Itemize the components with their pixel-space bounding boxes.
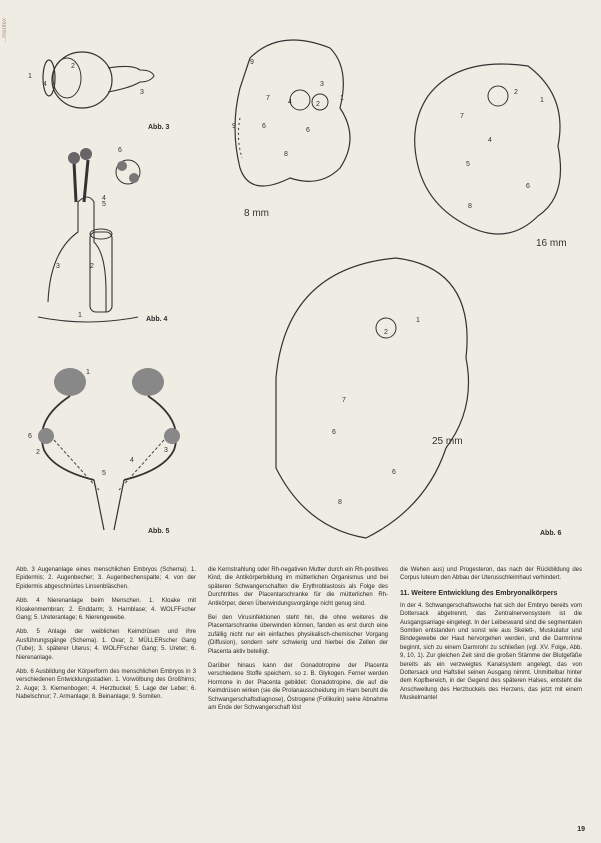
embryo16-label-6: 6 <box>526 183 530 190</box>
abb4-label-2: 2 <box>90 263 94 270</box>
embryo8-label-1: 1 <box>340 95 344 102</box>
abb5-label-5: 5 <box>102 470 106 477</box>
section-heading: 11. Weitere Entwicklung des Embryonalkörpers <box>400 589 558 597</box>
col2-para-2: Bei den Virusinfektionen steht hin, die ohne weiteres die Placentarschranke überwinden können, fanden es erst durch eine zufällig nicht nur ein einfaches physikalisch-chemischer Vorgang (Diffusion), sondern sehr schwierig und hierbei die Zellen der Placenta aktiv beteiligt. <box>208 615 388 655</box>
embryo16-label-5: 5 <box>466 161 470 168</box>
text-column-3 <box>400 566 582 709</box>
embryo25-size: 25 mm <box>432 436 463 447</box>
caption-column <box>16 566 196 708</box>
embryo16-label-2: 2 <box>514 89 518 96</box>
figure-abb6-embryo-16mm <box>398 56 588 256</box>
abb3-label-2: 2 <box>71 63 75 70</box>
text-column-2 <box>208 566 388 719</box>
embryo16-label-1: 1 <box>540 97 544 104</box>
abb5-caption: Abb. 5 <box>148 528 170 535</box>
abb3-label-3: 3 <box>140 89 144 96</box>
abb4-label-3: 3 <box>56 263 60 270</box>
embryo16-size: 16 mm <box>536 238 567 249</box>
caption-abb3: Abb. 3 Augenanlage eines menschlichen Embryos (Schema). 1. Epidermis; 2. Augenbecher; 3. Augenbechenspalte; 4. von der Epidermis abgeschnürtes Linsenbläschen. <box>16 567 196 590</box>
abb4-caption: Abb. 4 <box>146 316 168 323</box>
embryo8-label-3: 3 <box>320 81 324 88</box>
embryo8-label-6b: 6 <box>306 127 310 134</box>
col3-intro: die Wehen aus) und Progesteron, das nach der Rückbildung des Corpus luteum den Abbau der Uterusschleimhaut verhindert. <box>400 567 582 582</box>
abb5-label-2: 2 <box>36 449 40 456</box>
embryo8-label-9b: 9 <box>232 123 236 130</box>
embryo8-label-4: 4 <box>288 99 292 106</box>
abb4-label-6: 6 <box>118 147 122 154</box>
margin-mark: ...mentex <box>2 18 8 43</box>
embryo25-label-6a: 6 <box>332 429 336 436</box>
abb4-label-1: 1 <box>78 312 82 319</box>
embryo25-label-1: 1 <box>416 317 420 324</box>
embryo25-label-7: 7 <box>342 397 346 404</box>
caption-abb4: Abb. 4 Nierenanlage beim Menschen. 1. Kloake mit Kloakenmembran; 2. Enddarm; 3. Harnblase; 4. WOLFFscher Gang; 5. Ureteranlage; 6. Nierengewebe. <box>16 598 196 622</box>
embryo25-label-8: 8 <box>338 499 342 506</box>
abb3-label-4: 4 <box>43 81 47 88</box>
abb4-label-4: 4 <box>102 195 106 202</box>
embryo25-label-6b: 6 <box>392 469 396 476</box>
col2-para-1: die Kernstrahlung oder Rh-negativen Mutter durch ein Rh-positives Kind, die Antikörperbildung im mütterlichen Organismus und bei späteren Schwangerschaften die Erythroblastosis als Folge des Durchtrittes der Placentarschranke für die mütterlichen Rh-Antikörper, deren Überwindungsvorgänge nicht genug sind. <box>208 567 388 607</box>
caption-abb6: Abb. 6 Ausbildung der Körperform des menschlichen Embryos in 3 verschiedenen Entwicklungsstadien. 1. Vorwölbung des Großhirns; 2. Auge; 3. Kiemenbogen; 4. Herzbuckel; 5. Lage der Leber; 6. Nabelschnur; 7. Armanlage; 8. Beinanlage; 9. Somiten. <box>16 669 196 701</box>
abb4-label-5: 5 <box>102 201 106 208</box>
figure-abb3 <box>22 32 172 132</box>
figure-abb6-embryo-25mm <box>256 248 506 548</box>
abb5-label-4: 4 <box>130 457 134 464</box>
embryo25-label-2: 2 <box>384 329 388 336</box>
embryo16-label-7: 7 <box>460 113 464 120</box>
figure-abb6-embryo-8mm <box>220 28 370 218</box>
caption-abb5: Abb. 5 Anlage der weiblichen Keimdrüsen und ihre Ausführungsgänge (Schema). 1. Ovar; 2. MÜLLERscher Gang (Tube); 3. späterer Uterus; 4. WOLFFscher Gang; 5. Ureter; 6. Nierenanlage. <box>16 629 196 661</box>
embryo8-size: 8 mm <box>244 208 269 218</box>
col3-body: In der 4. Schwangerschaftswoche hat sich der Embryo bereits vom Dottersack abgetrennt, das Zentralnervensystem ist die Ausgangsanlage eingelegt. In der Leibeswand sind die segmentalen Somiten entstanden und sonst wie aus Skelett-, Muskulatur und Bindegewebe der Haut hervorgehen werden, und die Darmrinne beginnt, sich zu einem Darmrohr zu schließen (vgl. XV. Folge, Abb. 9, 10, 1). Zur gleichen Zeit sind die großen Stämme der Blutgefäße bereits als ein verzweigtes Kanalsystem angelegt, das von Dottersack und Haftstiel seinen Ausgang nimmt. Unmittelbar hinter dem Kopfbereich, in der Gegend des späteren Halses, entsteht die Anschwellung des Herzbuckels des Herzens, das jetzt mit einem Muskelmantel <box>400 602 582 702</box>
figure-abb4 <box>28 142 168 332</box>
embryo8-label-2: 2 <box>316 101 320 108</box>
col2-para-3: Darüber hinaus kann der Gonadotropine der Placenta verschiedene Stoffe speichern, so z. B. Glykogen. Ferner werden Hormone in der Placenta gebildet: Gonadotropine, die auf die Keimdrüsen wirken (sie die Prolanausscheidung im Harn beruht die Schwangerschaftsdiagnose), Östrogene (Follikulin) seine Abnahme am Ende der Schwangerschaft löst <box>208 663 388 712</box>
abb3-label-1: 1 <box>28 73 32 80</box>
figure-abb5 <box>14 360 204 540</box>
embryo8-label-7: 7 <box>266 95 270 102</box>
embryo16-label-8: 8 <box>468 203 472 210</box>
embryo8-label-6a: 6 <box>262 123 266 130</box>
embryo8-label-8: 8 <box>284 151 288 158</box>
page-number: 19 <box>577 826 585 833</box>
embryo8-label-9a: 9 <box>250 59 254 66</box>
abb5-label-3: 3 <box>164 447 168 454</box>
embryo16-label-4: 4 <box>488 137 492 144</box>
abb5-label-1: 1 <box>86 369 90 376</box>
abb5-label-6: 6 <box>28 433 32 440</box>
abb3-caption: Abb. 3 <box>148 124 170 131</box>
abb6-caption: Abb. 6 <box>540 530 562 537</box>
